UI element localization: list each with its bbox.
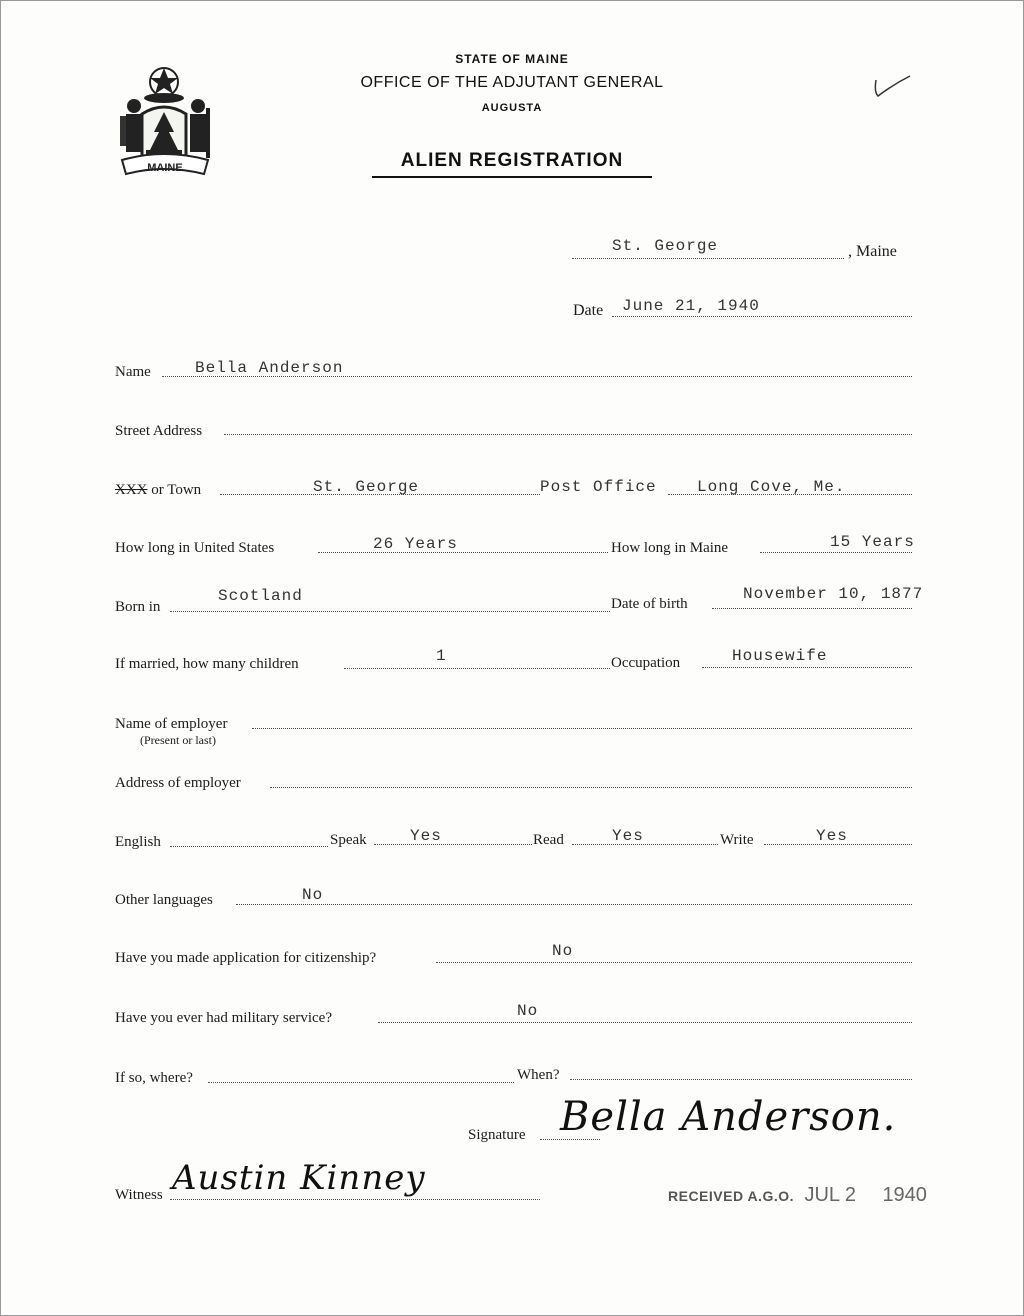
write-value: Yes — [816, 827, 848, 845]
witness-label: Witness — [115, 1187, 163, 1203]
post-office-label: Post Office — [540, 478, 657, 496]
children-value: 1 — [436, 647, 447, 665]
born-in-value: Scotland — [218, 587, 303, 605]
citizenship-label: Have you made application for citizenship? — [115, 950, 377, 966]
military-value: No — [517, 1002, 539, 1020]
header-city: AUGUSTA — [481, 102, 543, 114]
other-languages-label: Other languages — [115, 892, 213, 908]
place-value: St. George — [612, 237, 719, 255]
us-duration-label: How long in United States — [115, 540, 275, 556]
employer-label: Name of employer — [115, 716, 228, 732]
signature-value: Bella Anderson. — [560, 1094, 897, 1140]
dob-value: November 10, 1877 — [743, 585, 924, 603]
post-office-value: Long Cove, Me. — [697, 478, 846, 496]
speak-label: Speak — [330, 832, 367, 848]
received-stamp: RECEIVED A.G.O. JUL 2 1940 — [668, 1184, 927, 1206]
name-label: Name — [115, 364, 151, 380]
read-value: Yes — [612, 827, 644, 845]
seal-banner-text: MAINE — [147, 162, 183, 174]
street-label: Street Address — [115, 423, 203, 439]
military-label: Have you ever had military service? — [115, 1010, 332, 1026]
form-title: ALIEN REGISTRATION — [372, 150, 652, 178]
city-label: XXX or Town — [115, 482, 202, 498]
maine-duration-value: 15 Years — [830, 533, 915, 551]
english-label: English — [115, 834, 161, 850]
header-office: OFFICE OF THE ADJUTANT GENERAL — [360, 74, 664, 91]
name-value: Bella Anderson — [195, 359, 344, 377]
employer-address-label: Address of employer — [115, 775, 241, 791]
date-label: Date — [573, 302, 604, 319]
other-languages-value: No — [302, 886, 324, 904]
where-label: If so, where? — [115, 1070, 193, 1086]
dob-label: Date of birth — [611, 596, 688, 612]
speak-value: Yes — [410, 827, 442, 845]
born-in-label: Born in — [115, 599, 161, 615]
date-value: June 21, 1940 — [622, 297, 760, 315]
witness-value: Austin Kinney — [172, 1158, 426, 1198]
when-label: When? — [517, 1067, 560, 1083]
place-suffix: , Maine — [848, 243, 897, 260]
employer-sublabel: (Present or last) — [140, 733, 216, 747]
write-label: Write — [720, 832, 754, 848]
signature-label: Signature — [468, 1127, 526, 1143]
read-label: Read — [533, 832, 564, 848]
children-label: If married, how many children — [115, 656, 299, 672]
occupation-value: Housewife — [732, 647, 828, 665]
city-value: St. George — [313, 478, 420, 496]
citizenship-value: No — [552, 942, 574, 960]
occupation-label: Occupation — [611, 655, 681, 671]
header-state: STATE OF MAINE — [455, 52, 569, 66]
maine-duration-label: How long in Maine — [611, 540, 729, 556]
us-duration-value: 26 Years — [373, 535, 458, 553]
